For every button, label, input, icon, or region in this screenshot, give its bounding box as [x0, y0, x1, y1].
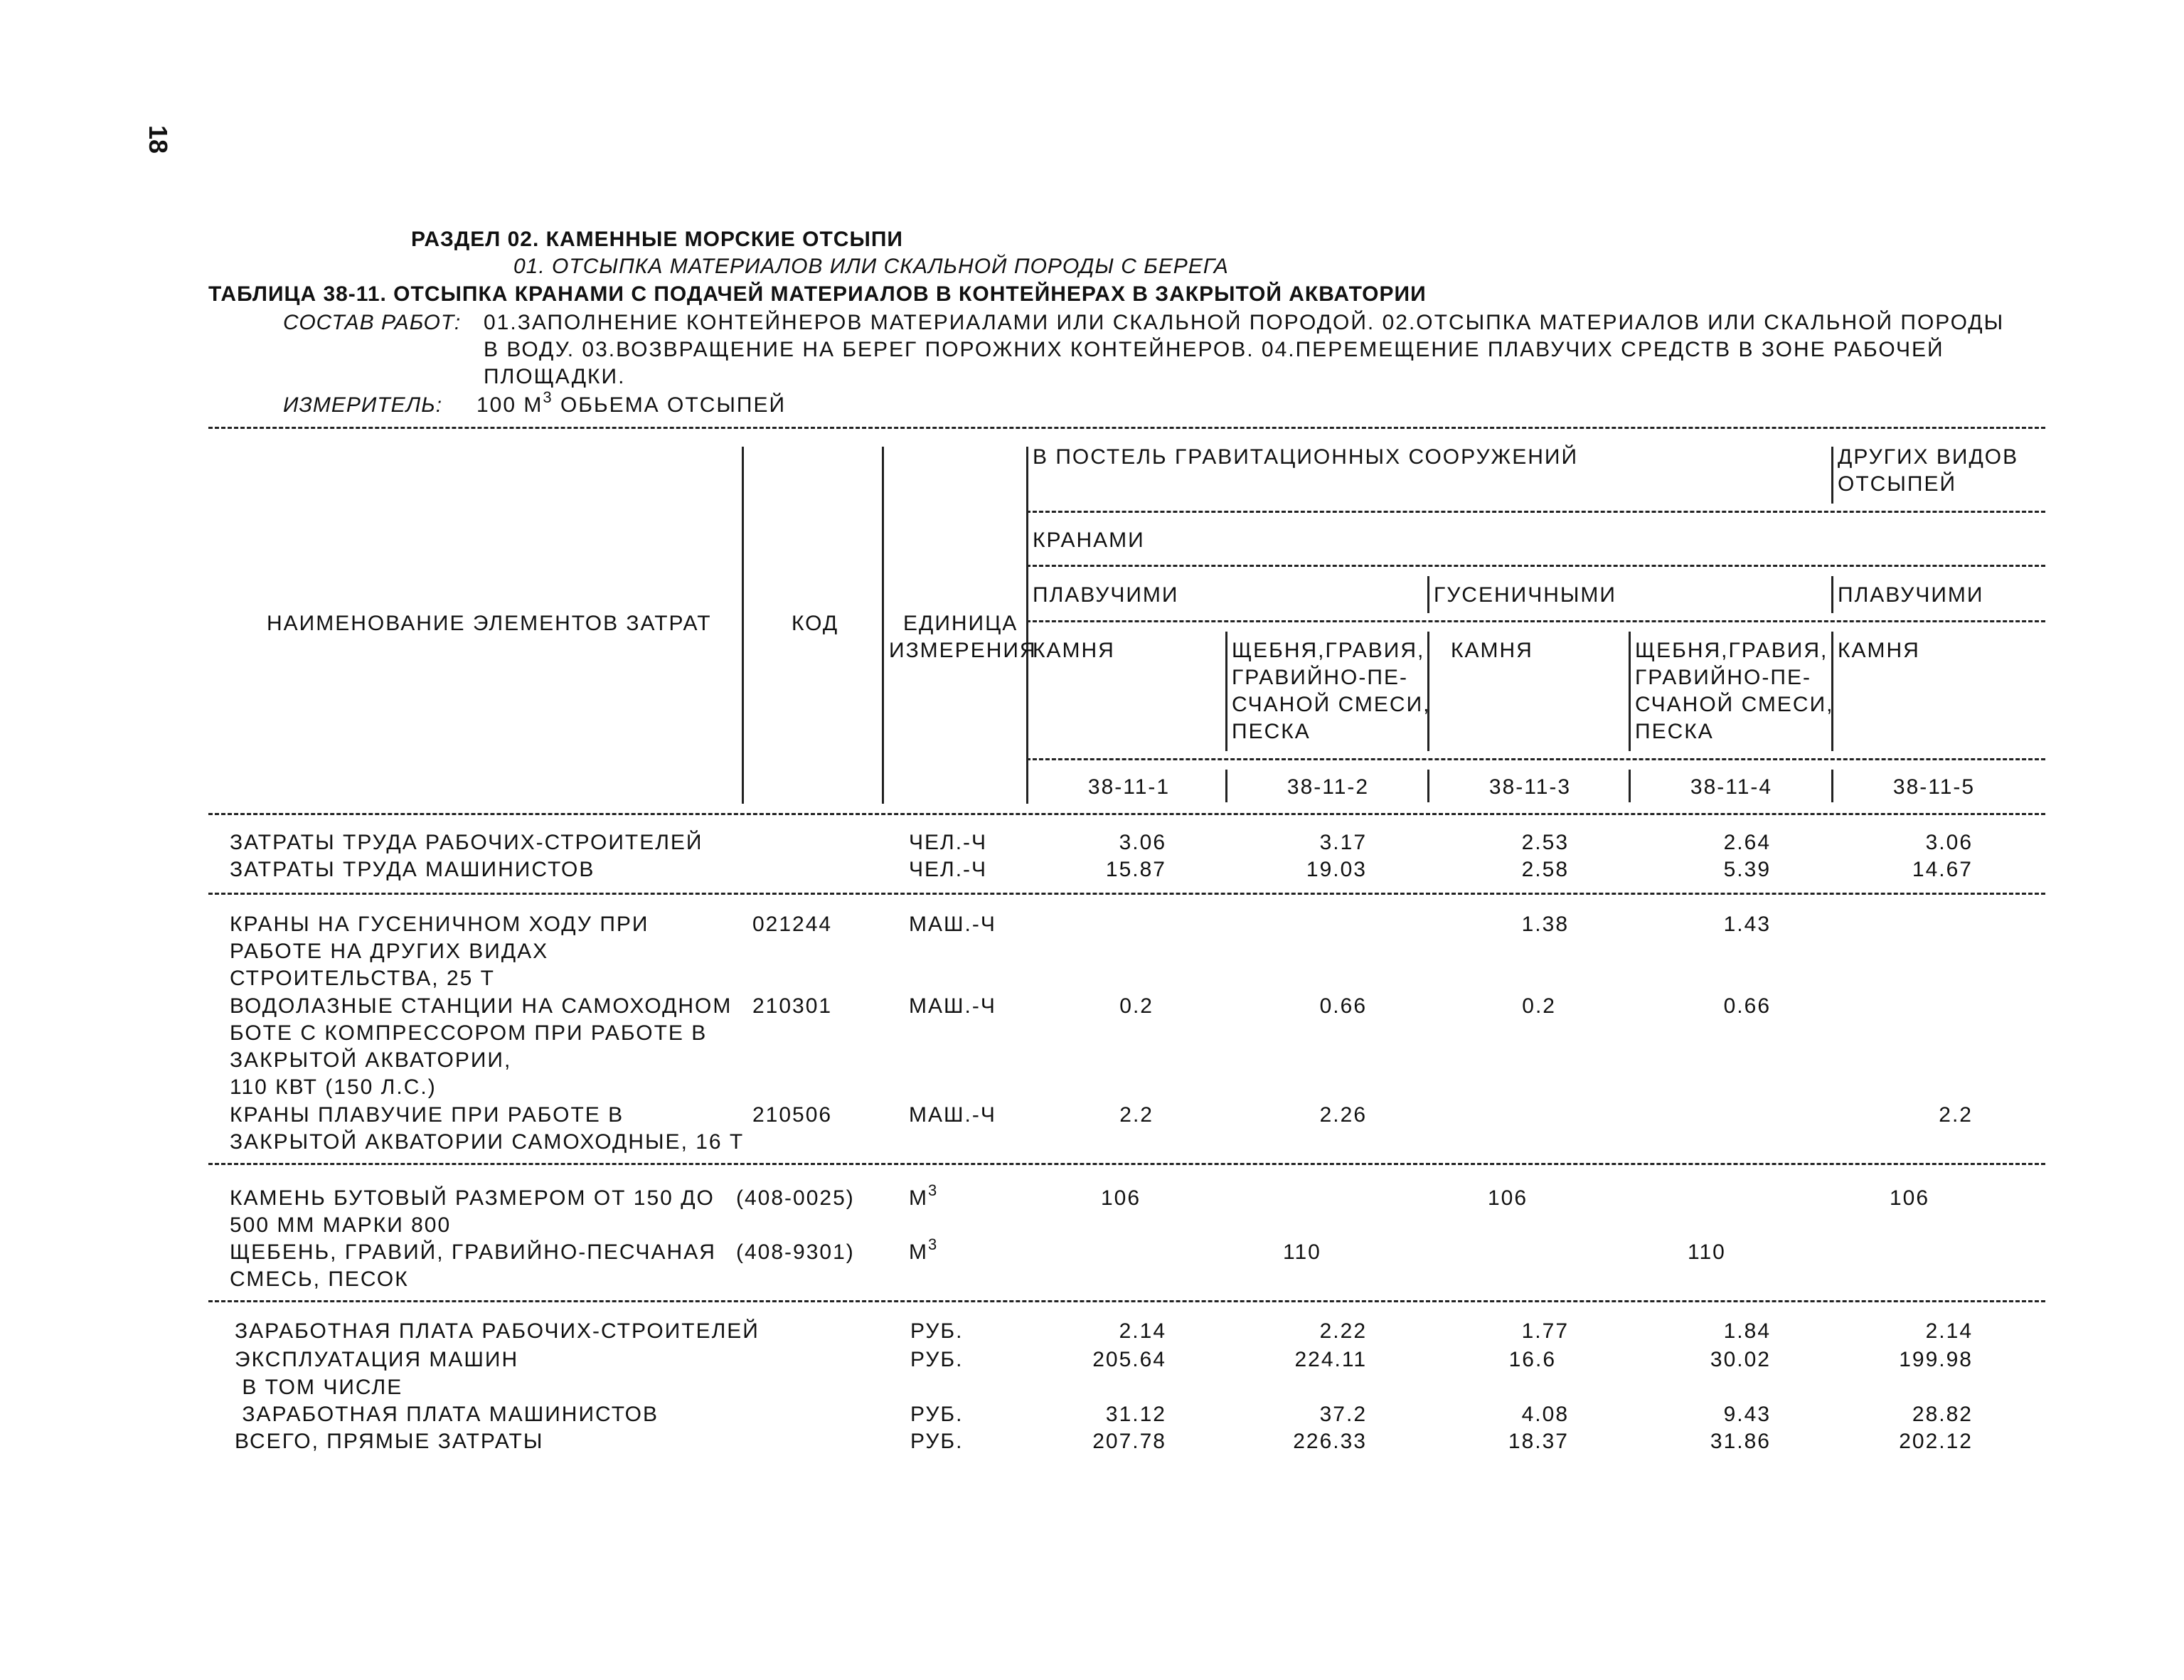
rule-materials-end [208, 1300, 2045, 1302]
code-col-4: 38-11-4 [1690, 775, 1773, 799]
header-gravel-2b: ГРАВИЙНО-ПЕ- [1635, 666, 1811, 689]
header-cranes: КРАНАМИ [1033, 528, 1145, 552]
work-line-3: ПЛОЩАДКИ. [484, 365, 626, 388]
cost-value: 1.77 [1521, 1319, 1569, 1343]
vline-code-c4 [1629, 770, 1631, 802]
header-unit-1: ЕДИНИЦА [903, 612, 1018, 635]
rule-type [1026, 620, 2045, 622]
machine-name: ЗАКРЫТОЙ АКВАТОРИИ, [230, 1048, 512, 1072]
header-stone-1: КАМНЯ [1033, 639, 1115, 662]
machine-value: 0.2 [1119, 994, 1154, 1018]
labor-value: 2.53 [1521, 831, 1569, 854]
cost-value: 224.11 [1294, 1348, 1367, 1371]
labor-unit: ЧЕЛ.-Ч [909, 831, 988, 854]
cost-value: 207.78 [1092, 1430, 1166, 1453]
header-gravel-1a: ЩЕБНЯ,ГРАВИЯ, [1232, 639, 1425, 662]
header-gravel-1b: ГРАВИЙНО-ПЕ- [1232, 666, 1408, 689]
header-stone-2: КАМНЯ [1451, 639, 1533, 662]
material-code: (408-9301) [736, 1240, 855, 1264]
measure-label: ИЗМЕРИТЕЛЬ: [283, 393, 443, 417]
vline-c3 [1427, 632, 1429, 751]
machine-name: КРАНЫ НА ГУСЕНИЧНОМ ХОДУ ПРИ [230, 913, 649, 936]
work-line-2: В ВОДУ. 03.ВОЗВРАЩЕНИЕ НА БЕРЕГ ПОРОЖНИХ КОНТЕЙНЕРОВ. 04.ПЕРЕМЕЩЕНИЕ ПЛАВУЧИХ СРЕДСТВ В ЗОНЕ РАБОЧЕЙ [484, 338, 1944, 361]
cost-value: 37.2 [1319, 1403, 1367, 1426]
cost-value: 30.02 [1710, 1348, 1771, 1371]
cost-value: 18.37 [1508, 1430, 1569, 1453]
machine-value: 0.66 [1319, 994, 1367, 1018]
labor-value: 3.06 [1119, 831, 1166, 854]
header-gravel-1d: ПЕСКА [1232, 720, 1311, 743]
header-group-other-1: ДРУГИХ ВИДОВ [1838, 445, 2019, 469]
header-name: НАИМЕНОВАНИЕ ЭЛЕМЕНТОВ ЗАТРАТ [267, 612, 712, 635]
cost-value: 205.64 [1092, 1348, 1166, 1371]
header-gravel-2d: ПЕСКА [1635, 720, 1714, 743]
header-group-main: В ПОСТЕЛЬ ГРАВИТАЦИОННЫХ СООРУЖЕНИЙ [1033, 445, 1579, 469]
header-unit-2: ИЗМЕРЕНИЯ [889, 639, 1037, 662]
cost-value: 31.12 [1105, 1403, 1166, 1426]
code-col-5: 38-11-5 [1892, 775, 1976, 799]
cost-name: ЭКСПЛУАТАЦИЯ МАШИН [235, 1348, 519, 1371]
vline-unit [1026, 447, 1028, 804]
labor-value: 15.87 [1105, 858, 1166, 881]
machine-unit: МАШ.-Ч [909, 913, 996, 936]
rule-codes [1026, 758, 2045, 760]
measure-value: 100 $М^3$ ОБЬЕМА ОТСЫПЕЙ [476, 388, 787, 417]
material-name: 500 ММ МАРКИ 800 [230, 1213, 452, 1237]
labor-value: 5.39 [1723, 858, 1771, 881]
vline-name [742, 447, 744, 804]
machine-value: 1.38 [1521, 913, 1569, 936]
cost-unit: РУБ. [910, 1348, 964, 1371]
header-stone-3: КАМНЯ [1838, 639, 1920, 662]
cost-value: 16.6 [1508, 1348, 1556, 1371]
machine-name: СТРОИТЕЛЬСТВА, 25 Т [230, 967, 496, 990]
subsection-title: 01. ОТСЫПКА МАТЕРИАЛОВ ИЛИ СКАЛЬНОЙ ПОРОДЫ С БЕРЕГА [513, 255, 1229, 278]
labor-name: ЗАТРАТЫ ТРУДА РАБОЧИХ-СТРОИТЕЛЕЙ [230, 831, 703, 854]
labor-value: 2.58 [1521, 858, 1569, 881]
table-title: ТАБЛИЦА 38-11. ОТСЫПКА КРАНАМИ С ПОДАЧЕЙ МАТЕРИАЛОВ В КОНТЕЙНЕРАХ В ЗАКРЫТОЙ АКВАТОРИИ [208, 282, 1427, 306]
header-gravel-2c: СЧАНОЙ СМЕСИ, [1635, 693, 1834, 716]
vline-floating2 [1831, 576, 1833, 613]
vline-c4 [1629, 632, 1631, 751]
machine-value: 2.2 [1939, 1103, 1973, 1127]
machine-name: ЗАКРЫТОЙ АКВАТОРИИ САМОХОДНЫЕ, 16 Т [230, 1130, 745, 1154]
material-name: ЩЕБЕНЬ, ГРАВИЙ, ГРАВИЙНО-ПЕСЧАНАЯ [230, 1240, 716, 1264]
machine-name: БОТЕ С КОМПРЕССОРОМ ПРИ РАБОТЕ В [230, 1021, 708, 1045]
page-number: 18 [144, 124, 174, 154]
vline-c2 [1225, 632, 1227, 751]
machine-name: РАБОТЕ НА ДРУГИХ ВИДАХ [230, 940, 549, 963]
vline-code-c2 [1225, 770, 1227, 802]
rule-cranes [1026, 565, 2045, 567]
vline-c5 [1831, 632, 1833, 751]
rule-header-end [208, 813, 2045, 815]
cost-value: 4.08 [1521, 1403, 1569, 1426]
vline-code-c3 [1427, 770, 1429, 802]
machine-value: 0.66 [1723, 994, 1771, 1018]
labor-value: 3.17 [1319, 831, 1367, 854]
cost-value: 2.22 [1319, 1319, 1367, 1343]
material-code: (408-0025) [736, 1186, 855, 1210]
cost-name: ЗАРАБОТНАЯ ПЛАТА РАБОЧИХ-СТРОИТЕЛЕЙ [235, 1319, 760, 1343]
work-label: СОСТАВ РАБОТ: [283, 311, 462, 334]
machine-code: 021244 [752, 913, 833, 936]
labor-value: 3.06 [1925, 831, 1973, 854]
material-value: 106 [1101, 1186, 1141, 1210]
header-gravel-2a: ЩЕБНЯ,ГРАВИЯ, [1635, 639, 1828, 662]
labor-unit: ЧЕЛ.-Ч [909, 858, 988, 881]
labor-value: 2.64 [1723, 831, 1771, 854]
material-value: 106 [1890, 1186, 1930, 1210]
cost-value: 2.14 [1119, 1319, 1166, 1343]
code-col-1: 38-11-1 [1087, 775, 1171, 799]
cost-value: 28.82 [1912, 1403, 1973, 1426]
cost-name: В ТОМ ЧИСЛЕ [235, 1376, 403, 1399]
rule-group [1026, 511, 2045, 513]
cost-value: 31.86 [1710, 1430, 1771, 1453]
header-floating-2: ПЛАВУЧИМИ [1838, 583, 1984, 607]
work-line-1: 01.ЗАПОЛНЕНИЕ КОНТЕЙНЕРОВ МАТЕРИАЛАМИ ИЛИ СКАЛЬНОЙ ПОРОДОЙ. 02.ОТСЫПКА МАТЕРИАЛОВ ИЛИ СКАЛЬНОЙ ПОРОДЫ [484, 311, 2005, 334]
machine-name: КРАНЫ ПЛАВУЧИЕ ПРИ РАБОТЕ В [230, 1103, 624, 1127]
cost-value: 2.14 [1925, 1319, 1973, 1343]
material-value: 110 [1283, 1240, 1321, 1264]
material-value: 110 [1688, 1240, 1726, 1264]
machine-code: 210506 [752, 1103, 833, 1127]
code-col-3: 38-11-3 [1488, 775, 1572, 799]
code-col-2: 38-11-2 [1287, 775, 1370, 799]
machine-code: 210301 [752, 994, 833, 1018]
labor-value: 14.67 [1912, 858, 1973, 881]
rule-labor-end [208, 893, 2045, 895]
material-unit: $М^3$ [909, 1235, 939, 1264]
cost-name: ЗАРАБОТНАЯ ПЛАТА МАШИНИСТОВ [235, 1403, 659, 1426]
machine-value: 2.2 [1119, 1103, 1154, 1127]
vline-crawler [1427, 576, 1429, 613]
rule-top [208, 427, 2045, 429]
labor-value: 19.03 [1306, 858, 1367, 881]
material-value: 106 [1488, 1186, 1528, 1210]
header-group-other-2: ОТСЫПЕЙ [1838, 472, 1957, 496]
cost-name: ВСЕГО, ПРЯМЫЕ ЗАТРАТЫ [235, 1430, 544, 1453]
machine-name: ВОДОЛАЗНЫЕ СТАНЦИИ НА САМОХОДНОМ [230, 994, 733, 1018]
cost-unit: РУБ. [910, 1430, 964, 1453]
material-name: КАМЕНЬ БУТОВЫЙ РАЗМЕРОМ ОТ 150 ДО [230, 1186, 715, 1210]
header-floating: ПЛАВУЧИМИ [1033, 583, 1179, 607]
machine-unit: МАШ.-Ч [909, 1103, 996, 1127]
cost-value: 1.84 [1723, 1319, 1771, 1343]
labor-name: ЗАТРАТЫ ТРУДА МАШИНИСТОВ [230, 858, 595, 881]
cost-value: 199.98 [1899, 1348, 1973, 1371]
cost-unit: РУБ. [910, 1403, 964, 1426]
vline-other [1831, 447, 1833, 504]
header-gravel-1c: СЧАНОЙ СМЕСИ, [1232, 693, 1431, 716]
machine-name: 110 КВТ (150 Л.С.) [230, 1075, 437, 1099]
cost-value: 202.12 [1899, 1430, 1973, 1453]
section-title: РАЗДЕЛ 02. КАМЕННЫЕ МОРСКИЕ ОТСЫПИ [411, 228, 903, 251]
material-name: СМЕСЬ, ПЕСОК [230, 1267, 409, 1291]
cost-unit: РУБ. [910, 1319, 964, 1343]
material-unit: $М^3$ [909, 1181, 939, 1210]
machine-value: 2.26 [1319, 1103, 1367, 1127]
cost-value: 226.33 [1293, 1430, 1367, 1453]
header-code: КОД [792, 612, 839, 635]
machine-value: 1.43 [1723, 913, 1771, 936]
vline-code-c5 [1831, 770, 1833, 802]
header-crawler: ГУСЕНИЧНЫМИ [1434, 583, 1616, 607]
vline-code [882, 447, 884, 804]
machine-value: 0.2 [1522, 994, 1556, 1018]
machine-unit: МАШ.-Ч [909, 994, 996, 1018]
cost-value: 9.43 [1723, 1403, 1771, 1426]
rule-machines-end [208, 1163, 2045, 1165]
